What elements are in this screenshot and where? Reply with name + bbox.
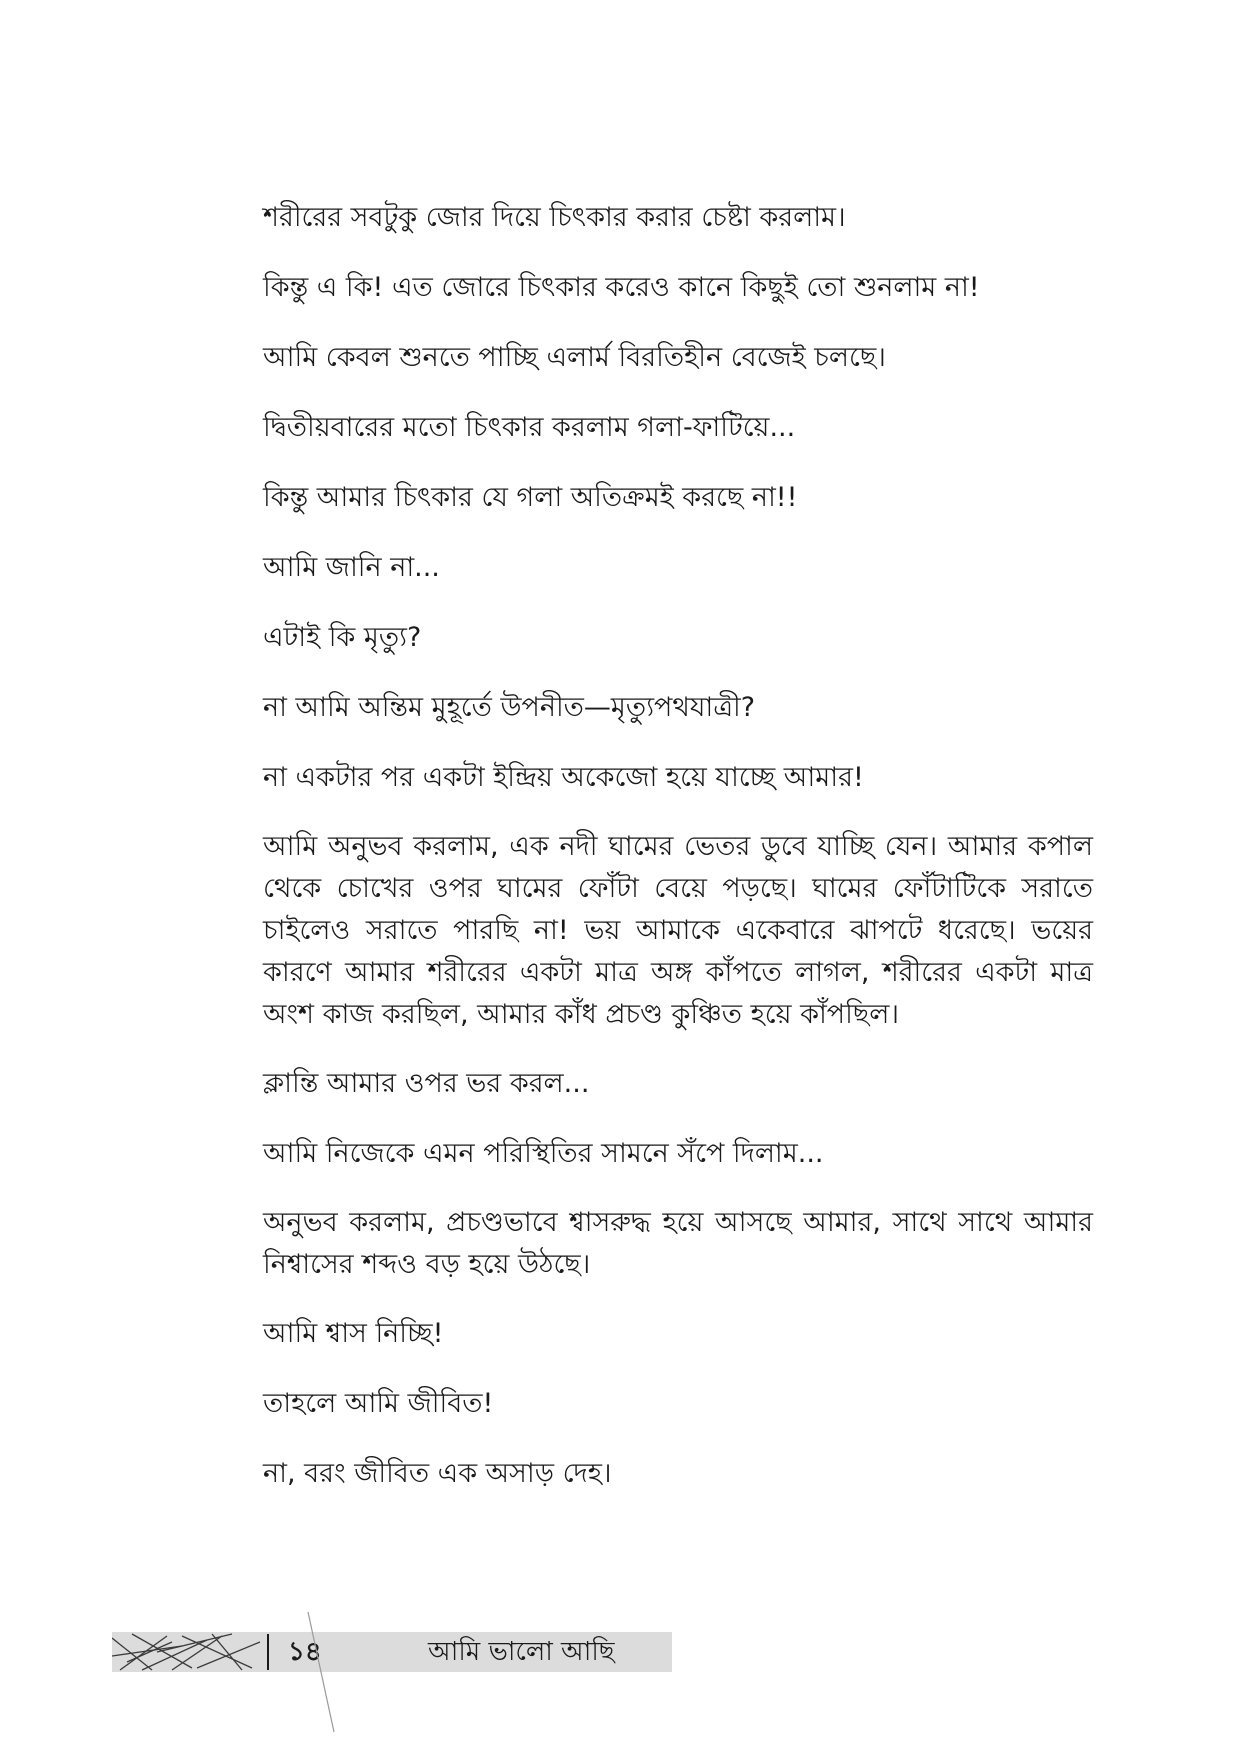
paragraph: দ্বিতীয়বারের মতো চিৎকার করলাম গলা-ফাটিয়ে... [263,412,796,443]
paragraph: ক্লান্তি আমার ওপর ভর করল... [263,1068,590,1099]
paragraph: না, বরং জীবিত এক অসাড় দেহ। [263,1458,612,1489]
paragraph: না আমি অন্তিম মুহূর্তে উপনীত—মৃত্যুপথযাত্রী? [263,692,756,723]
page-number: ১৪ [288,1637,322,1667]
paragraph: শরীরের সবটুকু জোর দিয়ে চিৎকার করার চেষ্টা করলাম। [263,202,846,233]
paragraph: আমি কেবল শুনতে পাচ্ছি এলার্ম বিরতিহীন বেজেই চলছে। [263,342,886,373]
paragraph: অনুভব করলাম, প্রচণ্ডভাবে শ্বাসরুদ্ধ হয়ে আসছে আমার, সাথে সাথে আমার নিশ্বাসের শব্দও বড় হয়ে উঠছে। [263,1207,1093,1280]
paragraph: আমি জানি না... [263,552,440,583]
paragraph: এটাই কি মৃত্যু? [263,622,422,653]
paragraph: না একটার পর একটা ইন্দ্রিয় অকেজো হয়ে যাচ্ছে আমার! [263,762,864,793]
page-footer [112,1632,672,1672]
running-title: আমি ভালো আছি [428,1637,615,1667]
paragraph: আমি শ্বাস নিচ্ছি! [263,1318,444,1349]
paragraph: তাহলে আমি জীবিত! [263,1388,494,1419]
paragraph: কিন্তু আমার চিৎকার যে গলা অতিক্রমই করছে না!! [263,482,798,513]
paragraph: আমি নিজেকে এমন পরিস্থিতির সামনে সঁপে দিলাম... [263,1138,824,1169]
paragraph: কিন্তু এ কি! এত জোরে চিৎকার করেও কানে কিছুই তো শুনলাম না! [263,272,980,303]
paragraph: আমি অনুভব করলাম, এক নদী ঘামের ভেতর ডুবে যাচ্ছি যেন। আমার কপাল থেকে চোখের ওপর ঘামের ফোঁটা বেয়ে পড়ছে। ঘামের ফোঁটাটিকে সরাতে চাইলেও সরাতে পারছি না! ভয় আমাকে একেবারে ঝাপটে ধরেছে। ভয়ের কারণে আমার শরীরের একটা মাত্র অঙ্গ কাঁপতে লাগল, শরীরের একটা মাত্র অংশ কাজ করছিল, আমার কাঁধ প্রচণ্ড কুঞ্চিত হয়ে কাঁপছিল। [263,831,1093,1030]
body-text [263,196,1093,1522]
